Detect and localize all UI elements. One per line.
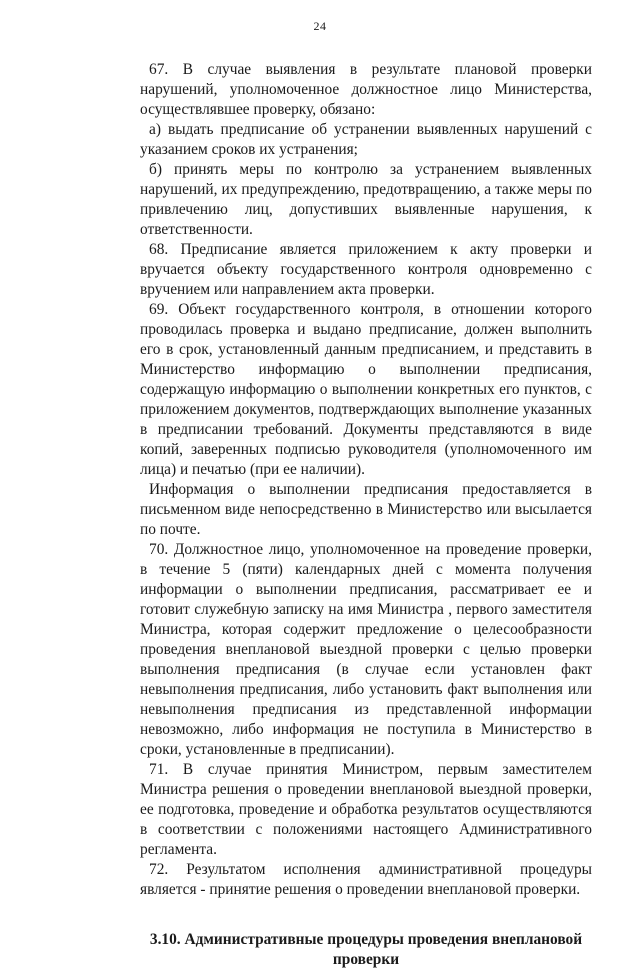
paragraph-68: 68. Предписание является приложением к акту проверки и вручается объекту государственного контроля одновременно с вручением или направлением акта проверки. — [140, 241, 592, 298]
page-number: 24 — [313, 19, 327, 33]
document-body — [140, 60, 592, 970]
paragraph-72: 72. Результатом исполнения административной процедуры является - принятие решения о проведении внеплановой проверки. — [140, 861, 592, 898]
paragraph-70: 70. Должностное лицо, уполномоченное на проведение проверки, в течение 5 (пяти) календарных дней с момента получения информации о выполнении предписания, рассматривает ее и готовит служебную записку на имя Министра , первого заместителя Министра, которая содержит предложение о целесообразности проведения внеплановой выездной проверки с целью проверки выполнения предписания (в случае если установлен факт невыполнения предписания, либо установить факт выполнения или невыполнения предписания из представленной информации невозможно, либо информация не поступила в Министерство в сроки, установленные в предписании). — [140, 541, 592, 758]
paragraph-69: 69. Объект государственного контроля, в отношении которого проводилась проверка и выдано предписание, должен выполнить его в срок, установленный данным предписанием, и представить в Министерство информацию о выполнении предписания, содержащую информацию о выполнении конкретных его пунктов, с приложением документов, подтверждающих выполнение указанных в предписании требований. Документы представляются в виде копий, заверенных подписью руководителя (уполномоченного им лица) и печатью (при ее наличии). — [140, 301, 592, 478]
section-heading: 3.10. Административные процедуры проведения внеплановой проверки — [149, 931, 583, 968]
paragraph-71: 71. В случае принятия Министром, первым заместителем Министра решения о проведении внеплановой выездной проверки, ее подготовка, проведение и обработка результатов осуществляются в соответствии с положениями настоящего Административного регламента. — [140, 761, 592, 858]
paragraph-67-b: б) принять меры по контролю за устранением выявленных нарушений, их предупреждению, предотвращению, а также меры по привлечению лиц, допустивших выявленные нарушения, к ответственности. — [140, 161, 592, 238]
paragraph-67-a: а) выдать предписание об устранении выявленных нарушений с указанием сроков их устранения; — [140, 121, 592, 158]
paragraph-67: 67. В случае выявления в результате плановой проверки нарушений, уполномоченное должностное лицо Министерства, осуществлявшее проверку, обязано: — [140, 61, 592, 118]
paragraph-69-information: Информация о выполнении предписания предоставляется в письменном виде непосредственно в Министерство или высылается по почте. — [140, 481, 592, 538]
